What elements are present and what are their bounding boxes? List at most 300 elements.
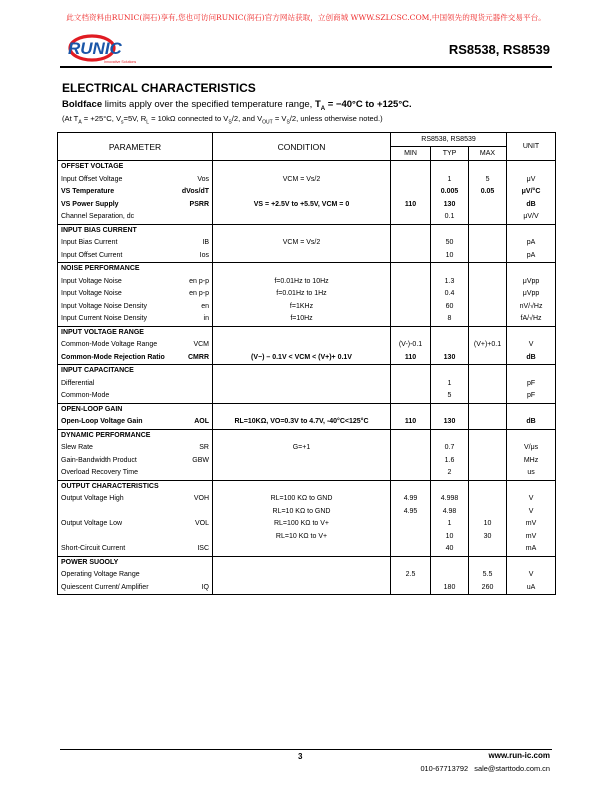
cell-max: 10 [483, 520, 492, 527]
section-max-column [469, 263, 507, 327]
cell-max [469, 313, 506, 326]
cell-max [469, 352, 506, 365]
section-unit-stack [507, 161, 555, 224]
parameter-symbol: Ios [199, 251, 209, 259]
section-condition-column [213, 365, 391, 404]
cond-f-sub: S [286, 119, 290, 126]
parameter-cell [58, 455, 213, 468]
cell-condition: VS = +2.5V to +5.5V, VCM = 0 [253, 200, 350, 208]
parameter-cell [58, 543, 213, 556]
parameter-symbol: en p-p [189, 290, 209, 298]
cond-b: = +25°C, V [81, 114, 122, 123]
phone-number: 010-67713792 [420, 764, 469, 773]
section-max-column [469, 365, 507, 404]
parameter-cell [58, 186, 213, 199]
parameter-name: Operating Voltage Range [61, 571, 140, 579]
page-number: 3 [298, 752, 303, 761]
section-typ-stack [431, 263, 468, 326]
cell-condition: G=+1 [292, 444, 311, 451]
cell-unit: pA [526, 251, 536, 259]
parameter-name: Input Voltage Noise [61, 290, 122, 298]
section-min-column [391, 429, 431, 480]
parameter-name: Input Current Noise Density [61, 315, 147, 323]
parameter-cell [58, 339, 213, 352]
section-unit-stack [507, 557, 555, 595]
cell-max [469, 455, 506, 468]
cell-typ: 130 [443, 353, 456, 361]
section-unit-column [507, 224, 556, 263]
parameter-name: Quiescent Current/ Amplifier [61, 583, 149, 591]
cond-f: = V [272, 114, 287, 123]
cell-unit: V [528, 507, 534, 515]
section-condition-stack [213, 557, 390, 595]
cell-min [391, 543, 430, 556]
parameter-name: Output Voltage Low [61, 520, 123, 528]
section-title-cell: INPUT VOLTAGE RANGE [58, 326, 213, 339]
section-condition-column [213, 556, 391, 595]
section-min-stack [391, 365, 430, 403]
cell-min [391, 582, 430, 595]
cond-c-sub: L [146, 119, 150, 126]
cell-unit: mV [525, 532, 537, 540]
cell-max [469, 237, 506, 250]
section-condition-stack [213, 161, 390, 224]
cell-min: 4.99 [403, 495, 418, 502]
cell-typ: 2 [447, 469, 452, 476]
parameter-cell [58, 582, 213, 595]
parameter-cell [58, 301, 213, 314]
footer-rule [60, 749, 552, 750]
runic-logo [64, 30, 144, 66]
cell-condition: RL=10 KΩ to V+ [275, 532, 328, 540]
parameter-symbol: GBW [192, 456, 209, 464]
cell-min: 110 [404, 200, 417, 208]
parameter-cell [58, 416, 213, 429]
cell-condition [213, 543, 390, 556]
section-typ-column [431, 480, 469, 556]
section-typ-stack [431, 161, 468, 224]
parameter-name: Differential [61, 379, 95, 387]
col-header-unit: UNIT [507, 133, 556, 161]
section-typ-column [431, 263, 469, 327]
cell-max [469, 506, 506, 519]
contact-info [420, 764, 550, 773]
header-rule [60, 66, 552, 68]
cond-g: /2, unless otherwise noted.) [289, 114, 383, 123]
cell-max [469, 467, 506, 480]
parameter-name: Channel Separation, dc [61, 213, 135, 221]
email-link[interactable]: sale@starttodo.com.cn [474, 764, 550, 773]
section-condition-stack [213, 263, 390, 326]
cell-condition: RL=100 KΩ to GND [270, 495, 333, 502]
parameter-name: Input Voltage Noise [61, 277, 122, 285]
parameter-symbol: VOH [193, 495, 209, 503]
cell-min [391, 455, 430, 468]
parameter-symbol: in [203, 315, 209, 323]
section-typ-stack [431, 365, 468, 403]
parameter-symbol: IQ [201, 583, 209, 591]
section-condition-column [213, 480, 391, 556]
section-min-stack [391, 263, 430, 326]
section-condition-stack [213, 404, 390, 429]
parameter-cell [58, 493, 213, 506]
parameter-cell [58, 250, 213, 263]
section-max-column [469, 326, 507, 365]
parameter-symbol: VOL [194, 520, 209, 528]
section-condition-stack [213, 481, 390, 556]
cell-min [391, 288, 430, 301]
section-title-cell: INPUT BIAS CURRENT [58, 224, 213, 237]
cell-min [391, 211, 430, 224]
cell-typ: 1 [447, 379, 452, 387]
section-unit-stack [507, 365, 555, 403]
section-header-row [58, 556, 556, 569]
parameter-symbol: PSRR [189, 200, 209, 208]
parameter-name: Output Voltage High [61, 495, 124, 503]
cell-min [391, 237, 430, 250]
section-unit-stack [507, 404, 555, 429]
cond-d: = 10kΩ connected to V [149, 114, 229, 123]
cell-max [469, 390, 506, 403]
parameter-name: Slew Rate [61, 444, 93, 452]
cell-condition: f=1KHz [289, 302, 314, 310]
section-max-column [469, 403, 507, 429]
section-unit-column [507, 429, 556, 480]
parameter-name: VS Power Supply [61, 200, 119, 208]
parameter-symbol: dVos/dT [181, 188, 209, 196]
section-min-column [391, 480, 431, 556]
cell-max [469, 416, 506, 429]
cell-condition: (V−) – 0.1V < VCM < (V+)+ 0.1V [251, 353, 352, 361]
section-max-stack [469, 430, 506, 480]
section-header-row [58, 263, 556, 276]
cond-e: /2, and V [231, 114, 263, 123]
cell-typ: 50 [445, 239, 454, 246]
cell-typ: 1 [447, 175, 452, 183]
section-min-stack [391, 557, 430, 595]
section-condition-column [213, 326, 391, 365]
section-unit-column [507, 403, 556, 429]
cell-typ: 40 [445, 545, 454, 552]
cell-typ: 10 [445, 251, 454, 259]
parameter-name: Short-Circuit Current [61, 545, 126, 553]
cell-max: 5 [485, 175, 490, 183]
section-max-stack [469, 404, 506, 429]
section-header-row [58, 403, 556, 416]
section-condition-stack [213, 225, 390, 263]
electrical-characteristics-table [57, 132, 556, 595]
section-typ-stack [431, 557, 468, 595]
section-unit-column [507, 480, 556, 556]
section-max-column [469, 224, 507, 263]
cell-max [469, 199, 506, 212]
cell-typ: 180 [443, 583, 456, 591]
cell-condition [213, 378, 390, 391]
svg-text:Innovative Solutions: Innovative Solutions [104, 60, 137, 64]
parameter-name: Input Offset Voltage [61, 175, 123, 183]
cell-condition: f=0.01Hz to 10Hz [274, 277, 329, 285]
cond-e-sub: OUT [262, 119, 273, 126]
section-typ-column [431, 224, 469, 263]
cell-min: 2.5 [405, 571, 416, 578]
cell-min [391, 390, 430, 403]
section-max-stack [469, 225, 506, 263]
section-max-column [469, 556, 507, 595]
cond-a: (At T [62, 114, 79, 123]
cell-max: 5.5 [482, 571, 493, 578]
section-unit-column [507, 161, 556, 225]
section-unit-column [507, 556, 556, 595]
section-typ-stack [431, 327, 468, 365]
cell-unit: pF [526, 379, 536, 387]
cell-typ: 0.1 [444, 213, 455, 220]
section-min-stack [391, 161, 430, 224]
parameter-cell [58, 211, 213, 224]
cell-typ: 130 [443, 200, 456, 208]
section-unit-column [507, 326, 556, 365]
cell-unit: μV/°C [521, 188, 541, 195]
cell-condition: RL=10KΩ, VO=0.3V to 4.7V, -40°C<125°C [234, 418, 369, 425]
cell-unit: dB [526, 353, 536, 361]
section-min-stack [391, 327, 430, 365]
col-header-parameter: PARAMETER [58, 133, 213, 161]
cell-max [469, 211, 506, 224]
parameter-symbol: en [201, 302, 209, 310]
parameter-name: Gain-Bandwidth Product [61, 456, 137, 464]
section-min-stack [391, 481, 430, 556]
section-typ-column [431, 556, 469, 595]
cell-typ: 8 [447, 315, 452, 322]
cell-condition [213, 390, 390, 403]
cell-unit: uA [526, 583, 536, 591]
cell-min [391, 301, 430, 314]
intro-line-1 [62, 99, 412, 112]
section-min-column [391, 365, 431, 404]
section-condition-column [213, 429, 391, 480]
section-title-cell: DYNAMIC PERFORMANCE [58, 429, 213, 442]
cell-condition: RL=10 KΩ to GND [272, 507, 331, 515]
col-header-group: RS8538, RS8539 [391, 133, 507, 147]
cond-c: =5V, R [123, 114, 147, 123]
cell-condition: VCM = Vs/2 [282, 175, 321, 183]
cell-condition [213, 582, 390, 595]
section-max-column [469, 161, 507, 225]
cell-unit: nV/√Hz [519, 302, 543, 310]
cell-min [391, 186, 430, 199]
parameter-symbol: VCM [193, 341, 209, 349]
section-typ-column [431, 403, 469, 429]
section-header-row [58, 161, 556, 174]
cell-unit: V [528, 571, 534, 578]
section-header-row [58, 429, 556, 442]
cell-min [391, 531, 430, 544]
cell-unit: μV [526, 175, 536, 183]
website-link[interactable]: www.run-ic.com [488, 751, 550, 760]
cell-unit: MHz [523, 456, 539, 464]
section-unit-column [507, 263, 556, 327]
cell-unit: V [528, 341, 534, 348]
section-title: ELECTRICAL CHARACTERISTICS [62, 81, 256, 95]
cell-condition: f=0.01Hz to 1Hz [276, 290, 327, 297]
section-typ-stack [431, 225, 468, 263]
parameter-symbol: IB [202, 239, 209, 247]
cell-condition [213, 569, 390, 582]
section-title-cell: OFFSET VOLTAGE [58, 161, 213, 174]
cell-typ [431, 569, 468, 582]
section-unit-column [507, 365, 556, 404]
parameter-name: Overload Recovery Time [61, 469, 139, 477]
cell-typ: 4.98 [442, 507, 457, 515]
section-condition-column [213, 403, 391, 429]
cond-a-sub: A [78, 119, 82, 126]
section-header-row [58, 326, 556, 339]
parameter-cell [58, 174, 213, 187]
svg-text:RUNIC: RUNIC [68, 39, 122, 58]
section-condition-column [213, 224, 391, 263]
parameter-name: VS Temperature [61, 188, 115, 196]
cell-condition [213, 339, 390, 352]
section-max-stack [469, 327, 506, 365]
parameter-cell [58, 199, 213, 212]
cell-condition [213, 186, 390, 199]
intro-temp-range [315, 99, 412, 110]
cell-unit: us [527, 469, 535, 476]
section-header-row [58, 480, 556, 493]
cell-min [391, 467, 430, 480]
cell-max [469, 442, 506, 455]
parameter-cell [58, 531, 213, 544]
cell-typ: 0.005 [440, 188, 459, 195]
section-unit-stack [507, 327, 555, 365]
cell-max [469, 276, 506, 289]
cell-max: 0.05 [480, 188, 495, 195]
parameter-name: Common-Mode Voltage Range [61, 341, 158, 349]
section-title-cell: OUTPUT CHARACTERISTICS [58, 480, 213, 493]
col-header-min: MIN [391, 147, 431, 161]
section-header-row [58, 365, 556, 378]
parameter-cell [58, 467, 213, 480]
part-number: RS8538, RS8539 [448, 42, 550, 57]
intro-temp-values: = −40°C to +125°C. [325, 99, 412, 110]
section-typ-column [431, 161, 469, 225]
cell-max: 30 [483, 532, 492, 540]
section-typ-stack [431, 404, 468, 429]
cell-typ: 1 [447, 520, 452, 527]
section-max-stack [469, 263, 506, 326]
parameter-cell [58, 378, 213, 391]
cell-typ: 60 [445, 302, 454, 310]
cond-b-sub: s [121, 119, 124, 126]
cell-max [469, 543, 506, 556]
cond-d-sub: S [228, 119, 232, 126]
section-min-stack [391, 225, 430, 263]
section-typ-column [431, 429, 469, 480]
cell-unit: dB [526, 200, 536, 208]
section-condition-stack [213, 327, 390, 365]
cell-min: 110 [404, 418, 417, 425]
section-condition-column [213, 263, 391, 327]
cell-unit: pA [526, 239, 536, 246]
cell-max: 260 [481, 583, 494, 591]
section-typ-column [431, 326, 469, 365]
intro-line-2 [62, 114, 383, 126]
cell-typ: 1.3 [444, 277, 455, 285]
parameter-cell [58, 276, 213, 289]
section-title-cell: NOISE PERFORMANCE [58, 263, 213, 276]
cell-max [469, 301, 506, 314]
cell-unit: pF [526, 392, 536, 399]
cell-condition: f=10Hz [290, 315, 313, 322]
col-header-typ: TYP [431, 147, 469, 161]
watermark-banner: 此文档资料由RUNIC(润石)享有,您也可访问RUNIC(润石)官方网站获取，立创商城 WWW.SZLCSC.COM,中国领先的现货元器件交易平台。 [66, 13, 546, 22]
cell-typ [431, 339, 468, 352]
cell-min [391, 518, 430, 531]
parameter-symbol: SR [199, 444, 209, 452]
cell-unit: μVpp [522, 277, 540, 285]
parameter-cell [58, 288, 213, 301]
section-min-stack [391, 404, 430, 429]
cell-typ: 5 [447, 392, 452, 399]
cell-typ: 1.6 [444, 456, 455, 464]
cell-unit: μV/V [523, 213, 539, 220]
parameter-symbol: CMRR [188, 353, 209, 361]
cell-min [391, 276, 430, 289]
section-max-column [469, 429, 507, 480]
cell-max [469, 493, 506, 506]
cell-unit: mA [525, 545, 537, 552]
parameter-symbol: Vos [197, 175, 209, 183]
section-typ-stack [431, 430, 468, 480]
cell-condition: VCM = Vs/2 [282, 239, 321, 246]
cell-unit: μVpp [522, 290, 540, 297]
cell-min [391, 174, 430, 187]
parameter-cell [58, 506, 213, 519]
cell-unit: V/μs [523, 444, 539, 451]
cell-unit: V [528, 495, 534, 502]
parameter-cell [58, 313, 213, 326]
cell-max [469, 288, 506, 301]
cell-typ: 4.998 [440, 495, 459, 502]
section-max-stack [469, 365, 506, 403]
parameter-name: Common-Mode [61, 392, 110, 400]
section-condition-column [213, 161, 391, 225]
section-header-row [58, 224, 556, 237]
section-title-cell: OPEN-LOOP GAIN [58, 403, 213, 416]
section-max-stack [469, 557, 506, 595]
cell-condition: RL=100 KΩ to V+ [273, 520, 330, 527]
cell-typ: 130 [443, 418, 456, 425]
cell-min [391, 313, 430, 326]
cell-condition [213, 250, 390, 263]
cell-condition [213, 211, 390, 224]
section-unit-stack [507, 481, 555, 556]
section-min-stack [391, 430, 430, 480]
cell-max [469, 250, 506, 263]
parameter-cell [58, 569, 213, 582]
section-max-column [469, 480, 507, 556]
cell-min: 110 [404, 353, 417, 361]
cell-max: (V+)+0.1 [473, 341, 502, 348]
section-max-stack [469, 161, 506, 224]
parameter-name: Common-Mode Rejection Ratio [61, 353, 165, 361]
parameter-symbol: ISC [197, 545, 209, 553]
section-min-column [391, 556, 431, 595]
cell-typ: 0.4 [444, 290, 455, 297]
section-min-column [391, 326, 431, 365]
col-header-condition: CONDITION [213, 133, 391, 161]
intro-t: T [314, 99, 321, 110]
intro-text: limits apply over the specified temperature range, [102, 99, 315, 110]
